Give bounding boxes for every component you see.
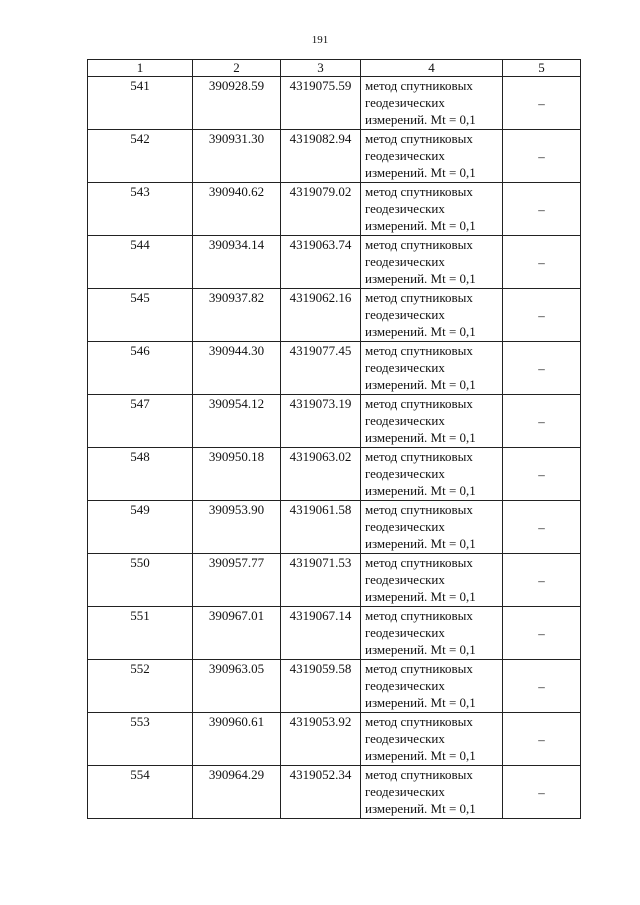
dash-cell: – (503, 77, 581, 130)
x-coordinate-cell: 390963.05 (193, 660, 281, 713)
point-number-cell: 553 (88, 713, 193, 766)
x-coordinate-cell: 390967.01 (193, 607, 281, 660)
column-header-5: 5 (503, 60, 581, 77)
y-coordinate-cell: 4319053.92 (281, 713, 361, 766)
method-line-2: геодезических (365, 572, 445, 587)
dash-cell: – (503, 766, 581, 819)
page-number: 191 (311, 34, 329, 46)
x-coordinate-cell: 390964.29 (193, 766, 281, 819)
dash-cell: – (503, 660, 581, 713)
method-line-2: геодезических (365, 254, 445, 269)
dash-cell: – (503, 130, 581, 183)
method-line-3: измерений. Mt = 0,1 (365, 218, 476, 233)
point-number-cell: 552 (88, 660, 193, 713)
point-number-cell: 544 (88, 236, 193, 289)
y-coordinate-cell: 4319052.34 (281, 766, 361, 819)
method-line-1: метод спутниковых (365, 449, 473, 464)
y-coordinate-cell: 4319061.58 (281, 501, 361, 554)
method-line-3: измерений. Mt = 0,1 (365, 589, 476, 604)
y-coordinate-cell: 4319062.16 (281, 289, 361, 342)
dash-cell: – (503, 607, 581, 660)
y-coordinate-cell: 4319063.74 (281, 236, 361, 289)
method-cell (361, 660, 503, 713)
x-coordinate-cell: 390928.59 (193, 77, 281, 130)
x-coordinate-cell: 390957.77 (193, 554, 281, 607)
method-line-2: геодезических (365, 201, 445, 216)
dash-cell: – (503, 448, 581, 501)
method-line-1: метод спутниковых (365, 767, 473, 782)
table-header-row (88, 60, 581, 77)
method-line-1: метод спутниковых (365, 78, 473, 93)
column-header-2: 2 (193, 60, 281, 77)
method-line-3: измерений. Mt = 0,1 (365, 536, 476, 551)
column-header-3: 3 (281, 60, 361, 77)
point-number-cell: 543 (88, 183, 193, 236)
method-line-3: измерений. Mt = 0,1 (365, 377, 476, 392)
table-row (88, 289, 581, 342)
method-cell (361, 766, 503, 819)
point-number-cell: 550 (88, 554, 193, 607)
method-line-3: измерений. Mt = 0,1 (365, 271, 476, 286)
x-coordinate-cell: 390954.12 (193, 395, 281, 448)
method-line-3: измерений. Mt = 0,1 (365, 642, 476, 657)
method-cell (361, 289, 503, 342)
method-line-1: метод спутниковых (365, 661, 473, 676)
dash-cell: – (503, 554, 581, 607)
table-row (88, 236, 581, 289)
x-coordinate-cell: 390944.30 (193, 342, 281, 395)
method-cell (361, 501, 503, 554)
dash-cell: – (503, 713, 581, 766)
method-line-2: геодезических (365, 625, 445, 640)
y-coordinate-cell: 4319073.19 (281, 395, 361, 448)
x-coordinate-cell: 390940.62 (193, 183, 281, 236)
point-number-cell: 545 (88, 289, 193, 342)
method-line-2: геодезических (365, 519, 445, 534)
column-header-4: 4 (361, 60, 503, 77)
table-row (88, 554, 581, 607)
method-line-3: измерений. Mt = 0,1 (365, 748, 476, 763)
method-line-1: метод спутниковых (365, 343, 473, 358)
method-cell (361, 77, 503, 130)
method-line-3: измерений. Mt = 0,1 (365, 695, 476, 710)
x-coordinate-cell: 390931.30 (193, 130, 281, 183)
method-line-2: геодезических (365, 731, 445, 746)
method-line-1: метод спутниковых (365, 396, 473, 411)
y-coordinate-cell: 4319075.59 (281, 77, 361, 130)
table-row (88, 77, 581, 130)
dash-cell: – (503, 501, 581, 554)
y-coordinate-cell: 4319079.02 (281, 183, 361, 236)
coordinates-table (87, 59, 581, 819)
method-line-1: метод спутниковых (365, 290, 473, 305)
table-row (88, 660, 581, 713)
dash-cell: – (503, 342, 581, 395)
table-row (88, 607, 581, 660)
method-line-1: метод спутниковых (365, 237, 473, 252)
method-line-2: геодезических (365, 466, 445, 481)
method-cell (361, 130, 503, 183)
table-row (88, 342, 581, 395)
dash-cell: – (503, 395, 581, 448)
table-row (88, 395, 581, 448)
method-line-1: метод спутниковых (365, 714, 473, 729)
y-coordinate-cell: 4319067.14 (281, 607, 361, 660)
method-line-3: измерений. Mt = 0,1 (365, 165, 476, 180)
y-coordinate-cell: 4319077.45 (281, 342, 361, 395)
method-line-2: геодезических (365, 148, 445, 163)
method-cell (361, 395, 503, 448)
method-line-2: геодезических (365, 678, 445, 693)
table-row (88, 448, 581, 501)
method-line-3: измерений. Mt = 0,1 (365, 430, 476, 445)
table-row (88, 766, 581, 819)
table-body (88, 77, 581, 819)
method-cell (361, 236, 503, 289)
y-coordinate-cell: 4319059.58 (281, 660, 361, 713)
method-line-2: геодезических (365, 360, 445, 375)
dash-cell: – (503, 289, 581, 342)
method-cell (361, 342, 503, 395)
method-line-3: измерений. Mt = 0,1 (365, 324, 476, 339)
method-line-1: метод спутниковых (365, 184, 473, 199)
point-number-cell: 551 (88, 607, 193, 660)
method-line-2: геодезических (365, 307, 445, 322)
y-coordinate-cell: 4319071.53 (281, 554, 361, 607)
dash-cell: – (503, 236, 581, 289)
method-line-2: геодезических (365, 95, 445, 110)
method-line-2: геодезических (365, 413, 445, 428)
y-coordinate-cell: 4319082.94 (281, 130, 361, 183)
method-cell (361, 183, 503, 236)
table-row (88, 501, 581, 554)
method-line-1: метод спутниковых (365, 502, 473, 517)
point-number-cell: 541 (88, 77, 193, 130)
method-line-1: метод спутниковых (365, 608, 473, 623)
method-cell (361, 448, 503, 501)
x-coordinate-cell: 390953.90 (193, 501, 281, 554)
x-coordinate-cell: 390934.14 (193, 236, 281, 289)
point-number-cell: 549 (88, 501, 193, 554)
point-number-cell: 548 (88, 448, 193, 501)
method-line-3: измерений. Mt = 0,1 (365, 483, 476, 498)
point-number-cell: 547 (88, 395, 193, 448)
method-line-2: геодезических (365, 784, 445, 799)
table-row (88, 130, 581, 183)
point-number-cell: 542 (88, 130, 193, 183)
y-coordinate-cell: 4319063.02 (281, 448, 361, 501)
method-cell (361, 713, 503, 766)
table-row (88, 713, 581, 766)
method-line-3: измерений. Mt = 0,1 (365, 112, 476, 127)
method-cell (361, 607, 503, 660)
method-cell (361, 554, 503, 607)
method-line-1: метод спутниковых (365, 555, 473, 570)
method-line-3: измерений. Mt = 0,1 (365, 801, 476, 816)
x-coordinate-cell: 390960.61 (193, 713, 281, 766)
method-line-1: метод спутниковых (365, 131, 473, 146)
point-number-cell: 554 (88, 766, 193, 819)
x-coordinate-cell: 390937.82 (193, 289, 281, 342)
x-coordinate-cell: 390950.18 (193, 448, 281, 501)
dash-cell: – (503, 183, 581, 236)
column-header-1: 1 (88, 60, 193, 77)
table-row (88, 183, 581, 236)
point-number-cell: 546 (88, 342, 193, 395)
